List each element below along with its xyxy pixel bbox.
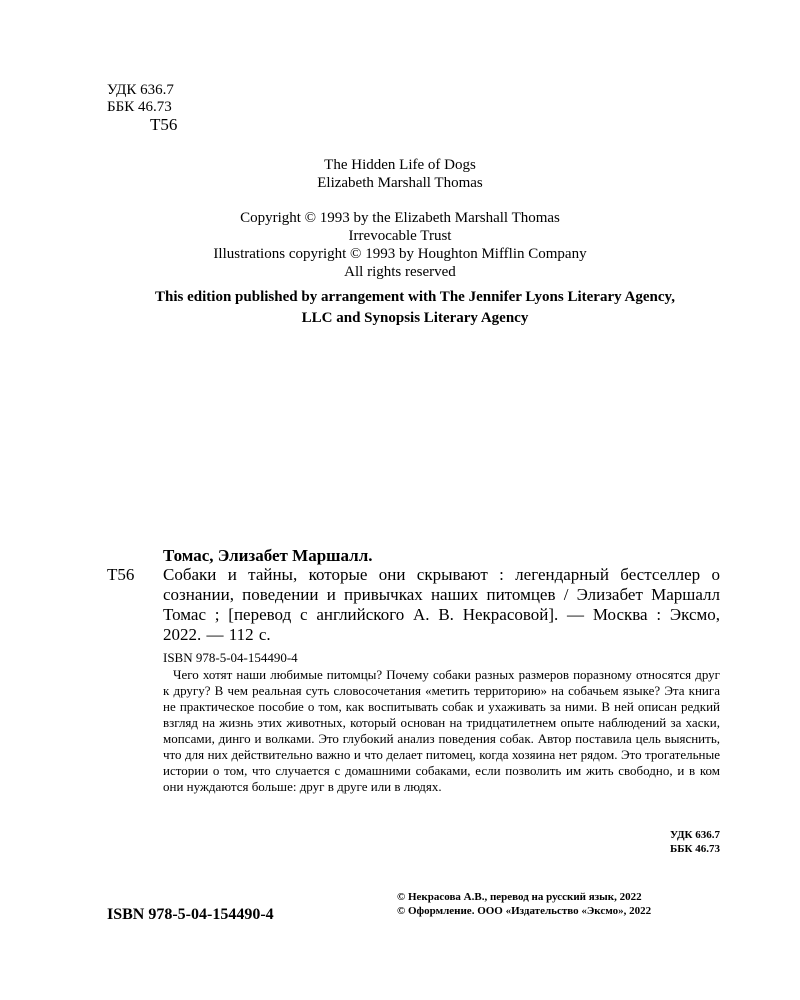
author-mark-code: Т56 [150,115,178,134]
copyright-line-1: Copyright © 1993 by the Elizabeth Marshall Thomas [240,210,560,226]
edition-line-1: This edition published by arrangement with The Jennifer Lyons Literary Agency, [155,289,675,305]
translation-copyright: © Некрасова А.В., перевод на русский язык, 2022 [397,891,642,903]
original-title: The Hidden Life of Dogs [324,157,476,173]
udk-code: УДК 636.7 [107,82,174,98]
catalog-author-mark: Т56 [107,565,135,584]
catalog-description: Собаки и тайны, которые они скрывают : легендарный бестселлер о сознании, поведении и привычках наших питомцев / Элизабет Маршалл Томас ; [перевод с английского А. В. Некрасовой]. — Москва : Эксмо, 2022. — 112 с. [163,565,720,644]
copyright-line-2: Irrevocable Trust [348,228,452,244]
classification-block-top [107,82,177,133]
edition-notice [110,287,720,329]
copyright-line-3: Illustrations copyright © 1993 by Houghton Mifflin Company [213,246,587,262]
original-title-block [0,156,800,192]
design-copyright: © Оформление. ООО «Издательство «Эксмо», 2022 [397,905,652,917]
english-copyright-block [0,209,800,281]
bbk-code: ББК 46.73 [107,99,172,115]
footer-isbn: ISBN 978-5-04-154490-4 [107,906,274,923]
catalog-isbn: ISBN 978-5-04-154490-4 [163,650,298,665]
edition-line-2: LLC and Synopsis Literary Agency [301,310,529,326]
book-abstract: Чего хотят наши любимые питомцы? Почему собаки разных размеров поразному относятся друг к другу? В чем реальная суть словосочетания «метить территорию» на собачьем языке? Эта книга не практическое пособие о том, как воспитывать собак и ухаживать за ними. В ней описан редкий взгляд на жизнь этих животных, который основан на тридцатилетнем опыте наблюдений за хаски, мопсами, динго и волками. Это глубокий анализ поведения собак. Автор поставила цель выяснить, что для них действительно важно и что делает питомец, когда хозяина нет рядом. Это трогательные истории о том, что случается с домашними собаками, если позволить им жить свободно, и в ком они нуждаются больше: друг в друге или в людях. [163,667,720,794]
copyright-line-4: All rights reserved [344,264,456,280]
classification-block-bottom [670,828,720,856]
catalog-bbk: ББК 46.73 [669,843,720,855]
russian-copyright-block [397,890,651,918]
original-author: Elizabeth Marshall Thomas [317,175,483,191]
catalog-author-heading: Томас, Элизабет Маршалл. [163,546,373,565]
catalog-udk: УДК 636.7 [669,829,720,841]
